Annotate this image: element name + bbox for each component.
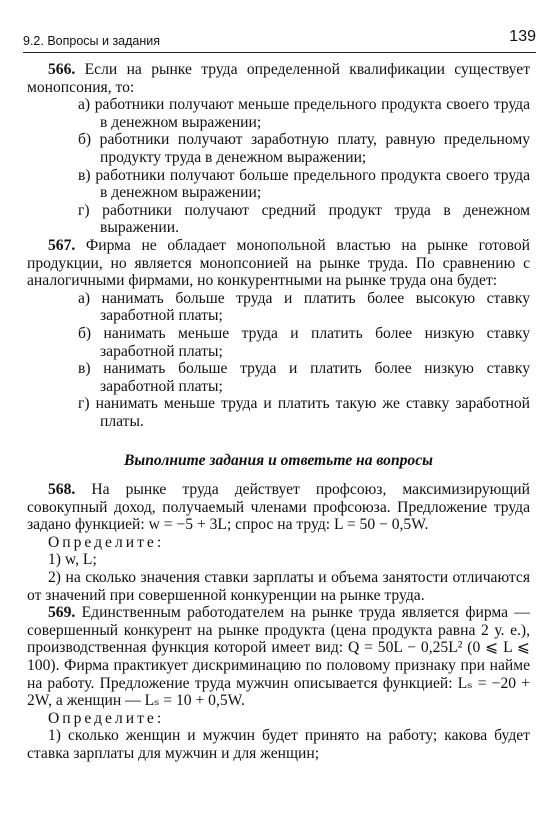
task-item: 1) w, L; — [48, 551, 97, 569]
question-567 — [27, 237, 530, 290]
question-text: Единственным работодателем на рынке труда является фирма — совершенный конкурент на рынке продукта (цена продукта равна 2 у. е.), производственная функция которой имеет вид: Q = 50L − 0,25L² (0 ⩽ L ⩽ 100). Фирма практикует дискриминацию по половому признаку при найме на работу. Предложение труда мужчин описывается функцией: Lₛ = −20 + 2W, а женщин — Lₛ = 10 + 0,5W. — [27, 604, 530, 710]
question-566 — [27, 61, 530, 96]
question-568 — [27, 481, 530, 534]
question-number: 566. — [48, 61, 76, 78]
option: г) нанимать меньше труда и платить такую же ставку заработной платы. — [78, 395, 530, 430]
option: г) работники получают средний продукт труда в денежном выражении. — [78, 201, 530, 237]
question-text: Если на рынке труда определенной квалификации существует монопсония, то: — [27, 61, 531, 96]
section-title: 9.2. Вопросы и задания — [23, 34, 161, 48]
option: б) нанимать меньше труда и платить более низкую ставку заработной платы; — [78, 324, 530, 360]
task-item: 2) на сколько значения ставки зарплаты и объема занятости отличаются от значений при совершенной конкуренции на рынке труда. — [27, 569, 530, 604]
page-number: 139 — [509, 28, 536, 45]
option: б) работники получают заработную плату, равную предельному продукту труда в денежном выражении; — [78, 131, 530, 166]
question-text: На рынке труда действует профсоюз, максимизирующий совокупный доход, получаемый членами профсоюза. Предложение труда задано функцией: w = −5 + 3L; спрос на труд: L = 50 − 0,5W. — [27, 481, 530, 534]
running-header — [23, 24, 536, 53]
option: а) работники получают меньше предельного продукта своего труда в денежном выражении; — [78, 96, 530, 131]
question-text: Фирма не обладает монопольной властью на рынке готовой продукции, но является монопсонией на рынке труда. По сравнению с аналогичными фирмами, но конкурентными на рынке труда она будет: — [27, 236, 530, 290]
question-number: 569. — [48, 604, 76, 622]
question-number: 567. — [48, 236, 76, 254]
option: в) нанимать больше труда и платить более низкую ставку заработной платы; — [78, 360, 530, 395]
page-body — [27, 61, 530, 763]
section-heading: Выполните задания и ответьте на вопросы — [124, 452, 433, 470]
option: в) работники получают больше предельного продукта своего труда в денежном выражении; — [78, 166, 530, 202]
define-label: Определите: — [48, 709, 165, 727]
task-item: 1) сколько женщин и мужчин будет принято на работу; какова будет ставка зарплаты для мужчин и для женщин; — [27, 727, 530, 762]
question-569 — [27, 604, 530, 710]
define-label: Определите: — [48, 533, 165, 551]
question-number: 568. — [48, 481, 76, 499]
option: а) нанимать больше труда и платить более высокую ставку заработной платы; — [78, 289, 530, 325]
